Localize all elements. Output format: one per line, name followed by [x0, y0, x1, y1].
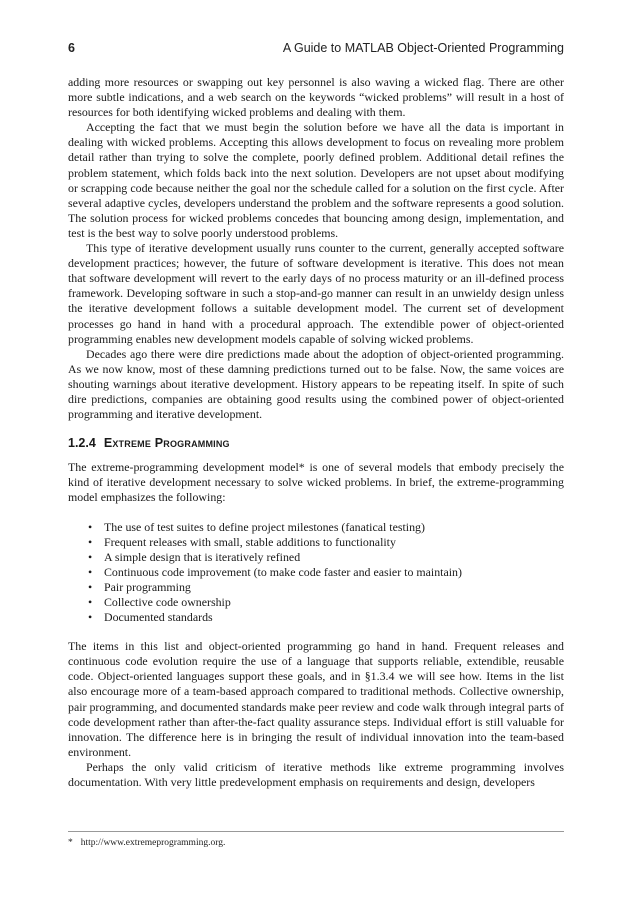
bullet-icon: •	[88, 579, 93, 594]
paragraph: Decades ago there were dire predictions made about the adoption of object-oriented programming. As we now know, most of these damning predictions turned out to be false. Now, the same voices are shouting warnings about iterative development. History appears to be repeating itself. In spite of such dire predictions, companies are obtaining good results using the combined power of object-oriented programming and iterative development.	[68, 346, 564, 422]
bullet-icon: •	[88, 610, 93, 625]
list-item: • Collective code ownership	[88, 595, 231, 609]
bullet-list	[68, 520, 564, 626]
list-item: • A simple design that is iteratively refined	[88, 549, 301, 564]
paragraph: adding more resources or swapping out key personnel is also waving a wicked flag. There are other more subtle indications, and a web search on the keywords “wicked problems” will result in a host of resources for both identifying wicked problems and dealing with them.	[68, 75, 564, 120]
section-title: Extreme Programming	[103, 436, 230, 451]
footnote-divider	[68, 831, 564, 832]
list-item: • Documented standards	[88, 610, 213, 625]
running-header	[68, 41, 564, 61]
paragraph: Accepting the fact that we must begin the solution before we have all the data is important in dealing with wicked problems. Accepting this allows development to focus on revealing more problem detail rather than trying to solve the complete, poorly defined problem. Additional detail refines the problem statement, which folds back into the next solution. Developers are not upset about modifying or scrapping code because neither the goal nor the schedule called for a solution on the first cycle. After several adaptive cycles, developers understand the problem and the software represents a good solution. The solution process for wicked problems concedes that bouncing among design, implementation, and test is the best way to solve poorly understood problems.	[68, 120, 564, 240]
bullet-icon: •	[88, 534, 93, 549]
list-item: • Frequent releases with small, stable additions to functionality	[88, 534, 396, 549]
section-number: 1.2.4	[68, 436, 96, 451]
footnote-mark: *	[68, 838, 73, 848]
list-item: • The use of test suites to define project milestones (fanatical testing)	[88, 519, 425, 534]
page-body	[68, 75, 564, 790]
paragraph: The items in this list and object-oriented programming go hand in hand. Frequent releases and continuous code evolution require the use of a language that supports reliable, extendible, reusable code. Object-oriented languages support these goals, and in §1.3.4 we will see how. Items in the list also encourage more of a team-based approach compared to traditional methods. Collective ownership, pair programming, and documented standards make peer review and code walk through integral parts of code development rather than after-the-fact quality assurance steps. Individual effort is still valuable for innovation. The difference here is in bringing the result of individual innovation into the team-based environment.	[68, 639, 564, 759]
running-title: A Guide to MATLAB Object-Oriented Programming	[282, 41, 564, 55]
list-item: • Continuous code improvement (to make code faster and easier to maintain)	[88, 564, 462, 579]
bullet-icon: •	[88, 519, 93, 534]
bullet-icon: •	[88, 549, 93, 564]
footnote-link[interactable]: http://www.extremeprogramming.org.	[80, 838, 226, 848]
bullet-icon: •	[88, 564, 93, 579]
paragraph: This type of iterative development usually runs counter to the current, generally accepted software development practices; however, the future of software development is iterative. This does not mean that software development will revert to the early days of no process maturity or an ill-defined process framework. Developing software in such a stop-and-go manner can result in an unwieldy design unless the iterative development follows a suitable development model. The current set of development processes go hand in hand with a procedural approach. The extendible power of object-oriented programming enables new development models capable of solving wicked problems.	[68, 241, 564, 346]
list-item: • Pair programming	[88, 579, 191, 594]
section-heading	[68, 436, 564, 451]
footnote	[68, 838, 564, 848]
paragraph: Perhaps the only valid criticism of iterative methods like extreme programming involves documentation. With very little predevelopment emphasis on requirements and design, developers	[68, 759, 564, 790]
bullet-icon: •	[88, 595, 93, 609]
section-intro: The extreme-programming development model* is one of several models that embody precisely the kind of iterative development necessary to solve wicked problems. In brief, the extreme-programming model emphasizes the following:	[68, 460, 564, 505]
page-number: 6	[68, 41, 75, 55]
